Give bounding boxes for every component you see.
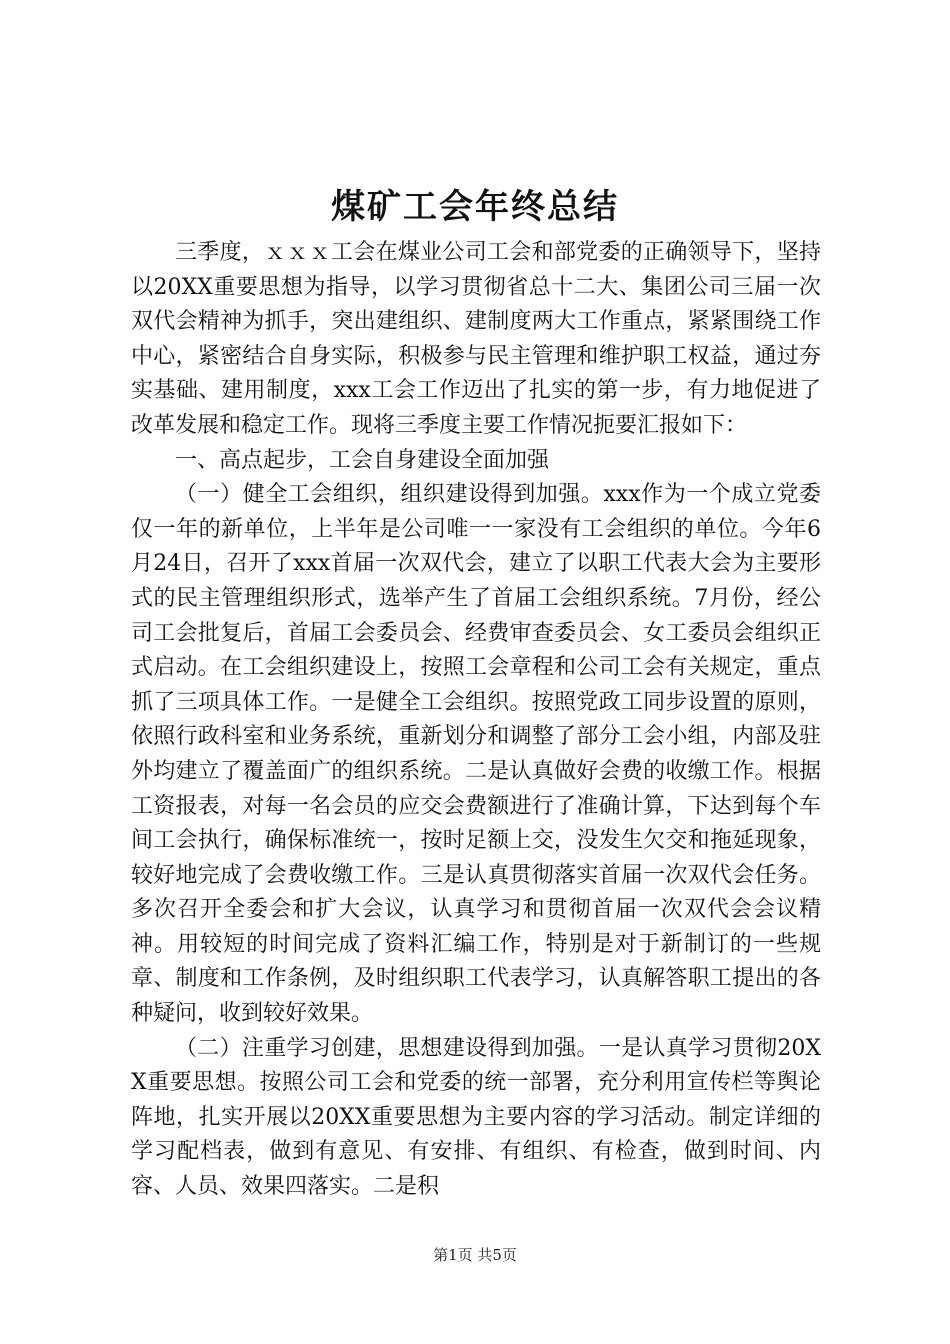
document-body — [131, 236, 821, 1205]
paragraph-intro: 三季度，ｘｘｘ工会在煤业公司工会和部党委的正确领导下，坚持以20XX重要思想为指导，以学习贯彻省总十二大、集团公司三届一次双代会精神为抓手，突出建组织、建制度两大工作重点，紧紧围绕工作中心，紧密结合自身实际，积极参与民主管理和维护职工权益，通过夯实基础、建用制度，xxx工会工作迈出了扎实的第一步，有力地促进了改革发展和稳定工作。现将三季度主要工作情况扼要汇报如下： — [131, 240, 821, 438]
section-heading-1: 一、高点起步，工会自身建设全面加强 — [175, 447, 550, 473]
document-title: 煤矿工会年终总结 — [331, 187, 619, 227]
paragraph-organization: （一）健全工会组织，组织建设得到加强。xxx作为一个成立党委仅一年的新单位，上半年是公司唯一一家没有工会组织的单位。今年6月24日，召开了xxx首届一次双代会，建立了以职工代表大会为主要形式的民主管理组织形式，选举产生了首届工会组织系统。7月份，经公司工会批复后，首届工会委员会、经费审查委员会、女工委员会组织正式启动。在工会组织建设上，按照工会章程和公司工会有关规定，重点抓了三项具体工作。一是健全工会组织。按照党政工同步设置的原则，依照行政科室和业务系统，重新划分和调整了部分工会小组，内部及驻外均建立了覆盖面广的组织系统。二是认真做好会费的收缴工作。根据工资报表，对每一名会员的应交会费额进行了准确计算，下达到每个车间工会执行，确保标准统一，按时足额上交，没发生欠交和拖延现象，较好地完成了会费收缴工作。三是认真贯彻落实首届一次双代会任务。多次召开全委会和扩大会议，认真学习和贯彻首届一次双代会会议精神。用较短的时间完成了资料汇编工作，特别是对于新制订的一些规章、制度和工作条例，及时组织职工代表学习，认真解答职工提出的各种疑问，收到较好效果。 — [131, 482, 821, 1027]
paragraph-study: （二）注重学习创建，思想建设得到加强。一是认真学习贯彻20XX重要思想。按照公司工会和党委的统一部署，充分利用宣传栏等舆论阵地，扎实开展以20XX重要思想为主要内容的学习活动。制定详细的学习配档表，做到有意见、有安排、有组织、有检查，做到时间、内容、人员、效果四落实。二是积 — [131, 1035, 821, 1200]
page-footer: 第1页 共5页 — [433, 1246, 517, 1264]
